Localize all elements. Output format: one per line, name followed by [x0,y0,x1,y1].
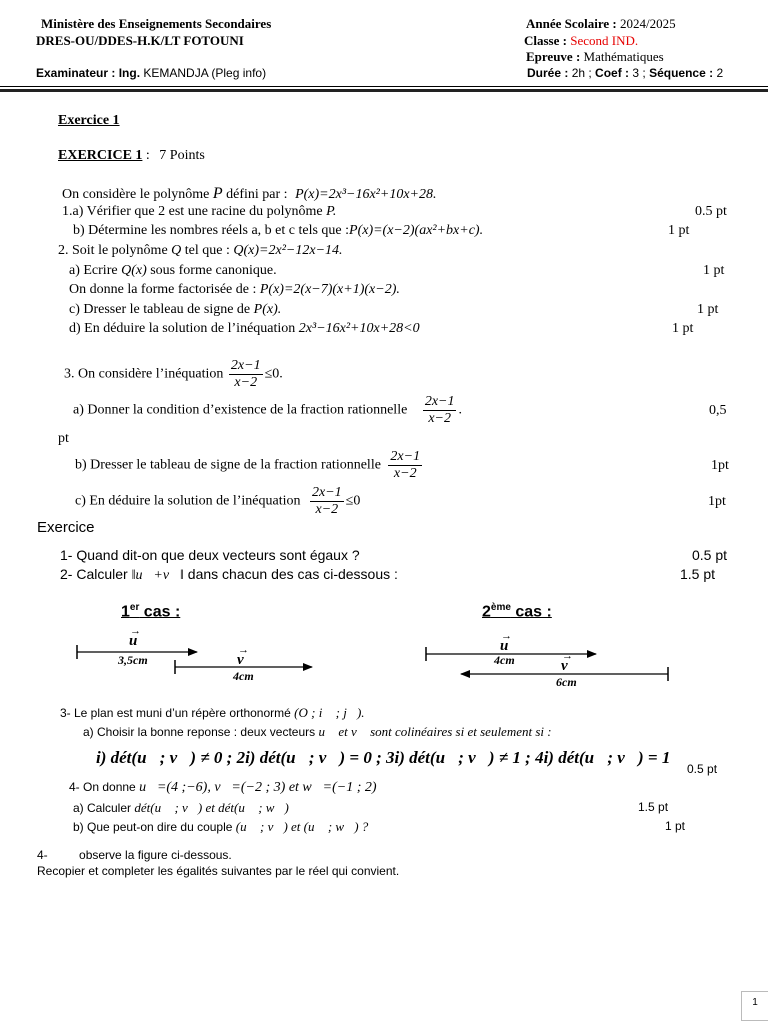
ex1-q2d [69,321,420,337]
ex1-q1a-points: 0.5 pt [695,204,727,219]
ex1-q3a-fraction [423,394,457,427]
ex1-q2-factorised-text: On donne la forme factorisée de : [69,282,257,297]
ex2-q4-formula: u⃗=(4 ;−6), v⃗=(−2 ; 3) et w⃗=(−1 ; 2) [139,780,377,795]
exercise1-points: 7 Points [159,148,205,163]
ex1-intro-text: On considère le polynôme [62,187,210,202]
ex1-q3a-points: 0,5 [709,403,727,418]
ex1-q2d-points: 1 pt [672,321,694,336]
ex2-q4a-formula: dét(u⃗ ; v⃗) et dét(u⃗ ; w⃗) [134,800,289,815]
case1-u-length: 3,5cm [118,653,148,667]
ex2-q4b-points: 1 pt [665,819,686,833]
ex1-q3c-ineq: ≤0 [345,493,361,509]
ex2-q3-text: 3- Le plan est muni d’un répère orthonormé [60,706,291,720]
ex1-q3b-text: b) Dresser le tableau de signe de la fraction rationnelle [75,457,381,473]
duration-label: Durée : [527,66,569,80]
ex1-q3a: a) Donner la condition d’existence de la fraction rationnelle $\frac{2x-1}{x-2}$ . [73,394,462,426]
coef-label: Coef : [595,66,630,80]
ex1-q2-factorised-formula: P(x)=2(x−7)(x+1)(x−2). [259,282,400,297]
case2-v-label [561,650,573,675]
case1-u-letter: u [129,633,138,649]
school-year-value: 2024/2025 [620,16,676,31]
ex1-intro-formula: P(x)=2x³−16x²+10x+28. [295,187,437,202]
ex2-q5-line2: Recopier et completer les égalités suivantes par le réel qui convient. [37,864,400,878]
fraction-denominator: x−2 [315,502,339,517]
case1-v-label [237,644,249,669]
ex1-q2-formula: Q(x)=2x²−12x−14. [233,243,343,258]
ex2-q4-text: 4- On donne [69,780,136,794]
fraction-denominator: x−2 [234,375,258,390]
arrow-over-icon: → [130,625,141,637]
ex1-q1b [73,223,483,239]
case2-v-length: 6cm [556,675,577,689]
ex1-q3a-text: a) Donner la condition d’existence de la fraction rationnelle [73,402,408,418]
ex2-q3-frame: (O ; i⃗ ; j⃗). [294,705,365,720]
ex1-q3 [64,358,283,391]
ex1-q1a-text: 1.a) Vérifier que 2 est une racine du polynôme [62,204,323,219]
ex2-q3a-choices: i) dét(u⃗; v⃗) ≠ 0 ; 2i) dét(u⃗; v⃗) = 0 ; 3i) dét(u⃗; v⃗) ≠ 1 ; 4i) dét(u⃗; v⃗) = 1 [96,748,671,767]
ex2-q2-text: 2- Calculer [60,566,128,582]
case2-u-letter: u [500,638,509,654]
case1-title-num: 1 [121,603,130,621]
exam-value: Mathématiques [583,49,664,64]
ex1-q3-text: 3. On considère l’inéquation [64,366,224,382]
examiner-name: KEMANDJA (Pleg info) [143,66,267,80]
ex1-q2d-text: d) En déduire la solution de l’inéquation [69,321,296,336]
class-label: Classe : [524,33,567,48]
ex1-q2a-end: sous forme canonique. [150,263,277,278]
case1-title [121,602,180,621]
case1-title-sup: er [129,602,140,613]
exercise1-title: Exercice 1 [58,113,120,128]
ex1-q3b-points: 1pt [711,458,729,473]
header-rule-thick [0,89,768,92]
ex1-q2a [69,263,277,279]
class-value: Second IND. [570,33,639,48]
ex2-q5-text: observe la figure ci-dessous. [79,848,232,862]
ex1-q3a-points-wrap: pt [58,431,69,446]
ex1-q2c [69,302,281,318]
ex1-intro-var: P [212,185,223,202]
examiner-label: Examinateur : Ing. [36,66,141,80]
fraction-numerator: 2x−1 [424,394,455,409]
fraction-numerator: 2x−1 [312,485,342,500]
ex1-q2a-text: a) Ecrire [69,263,118,278]
page-number: 1 [741,991,768,1021]
ex2-q3a-text: a) Choisir la bonne reponse : deux vecteurs [83,725,316,739]
exercise2-title: Exercice [37,519,95,536]
arrow-over-icon: → [501,630,512,642]
ex1-q2-text: 2. Soit le polynôme [58,243,168,258]
case2-title-rest: cas : [510,603,552,621]
ex1-q2-mid: tel que : [184,243,230,258]
ex1-q2c-points: 1 pt [697,302,719,317]
fraction-numerator: 2x−1 [230,358,261,373]
ex1-q1a [62,204,336,220]
coef-value: 3 ; [632,66,646,80]
ex2-q2-points: 1.5 pt [680,566,716,582]
fraction-numerator: 2x−1 [390,449,421,464]
ex1-q2-var: Q [171,243,182,258]
class-info [524,33,638,49]
ex1-q1b-formula: P(x)=(x−2)(ax²+bx+c). [349,223,484,238]
sequence-label: Séquence : [649,66,714,80]
case1-v-length: 4cm [233,669,254,683]
ex1-intro [62,185,436,203]
ex1-q3-fraction [229,358,263,391]
ex2-q4b-text: b) Que peut-on dire du couple [73,820,233,834]
ex1-q3c-points: 1pt [708,494,726,509]
arrow-over-icon: → [238,644,249,656]
case1-title-rest: cas : [139,603,181,621]
ex1-q2c-text: c) Dresser le tableau de signe de [69,302,251,317]
ex1-q3c-fraction [310,485,344,518]
ex1-q2a-var: Q(x) [121,263,147,278]
exercise1-subtitle-colon: : [142,148,150,163]
ex2-q4 [69,780,377,796]
vector-figures [0,620,768,695]
school-code: DRES-OU/DDES-H.K/LT FOTOUNI [36,33,244,48]
header-rule-thin [0,86,768,87]
fraction-denominator: x−2 [393,466,417,481]
ex2-q2-norm: ‖u⃗+v⃗‖ [131,568,184,583]
case1-u-label [129,625,141,650]
ex1-q1b-points: 1 pt [668,223,690,238]
ex1-intro-mid: défini par : [226,187,288,202]
sequence-value: 2 [716,66,724,80]
ex1-q3-ineq: ≤0. [264,366,283,382]
arrow-over-icon: → [562,650,573,662]
case2-title [482,602,552,621]
ex2-q1-points: 0.5 pt [692,547,728,563]
ex2-q4a [73,800,289,816]
ex2-q2 [60,566,398,584]
ex1-q3c-text: c) En déduire la solution de l’inéquation [75,493,301,509]
ex1-q2a-points: 1 pt [703,263,725,278]
school-year [526,16,676,32]
ex1-q3c [75,485,360,518]
exam-label: Epreuve : [526,49,581,64]
ex2-q5-num: 4- [37,848,48,862]
ex1-q1b-text: b) Détermine les nombres réels a, b et c tels que : [73,223,350,238]
ex2-q3 [60,705,365,721]
ex2-q5 [37,848,232,862]
ex2-q4b [73,819,368,835]
ex2-q1: 1- Quand dit-on que deux vecteurs sont égaux ? [60,547,360,563]
ex1-q2c-var: P(x). [253,302,282,317]
case1-v-letter: v [237,652,244,668]
ex2-q3a-vecs: u⃗ et v⃗ sont colinéaires si et seulement si : [318,724,552,739]
duration-value: 2h ; [571,66,592,80]
ex2-q4a-text: a) Calculer [73,801,132,815]
ex1-q3b-fraction [388,449,422,482]
ex1-q2 [58,243,343,259]
ex2-q3a-points: 0.5 pt [687,762,718,776]
ex1-q2-factorised [69,282,400,298]
exam-meta [527,66,723,80]
ex2-q4b-formula: (u⃗ ; v⃗) et (u⃗ ; w⃗) ? [235,819,369,834]
case2-title-num: 2 [482,603,491,621]
ex2-q4a-points: 1.5 pt [638,800,669,814]
exercise1-heading [58,148,205,164]
ex2-q3a [83,724,552,740]
ministry-name: Ministère des Enseignements Secondaires [41,16,272,31]
exercise1-subtitle: EXERCICE 1 [58,148,143,163]
ex1-q1a-var: P. [326,204,337,219]
exam-subject [526,49,664,65]
case2-u-length: 4cm [494,653,515,667]
ex1-q2d-formula: 2x³−16x²+10x+28<0 [298,321,420,336]
ex2-q2-end: dans chacun des cas ci-dessous : [187,566,398,582]
fraction-denominator: x−2 [428,411,451,426]
case2-v-letter: v [561,658,568,674]
case2-title-sup: ème [490,602,511,613]
school-year-label: Année Scolaire : [526,16,617,31]
examiner [36,66,266,80]
ex1-q3b [75,449,424,482]
